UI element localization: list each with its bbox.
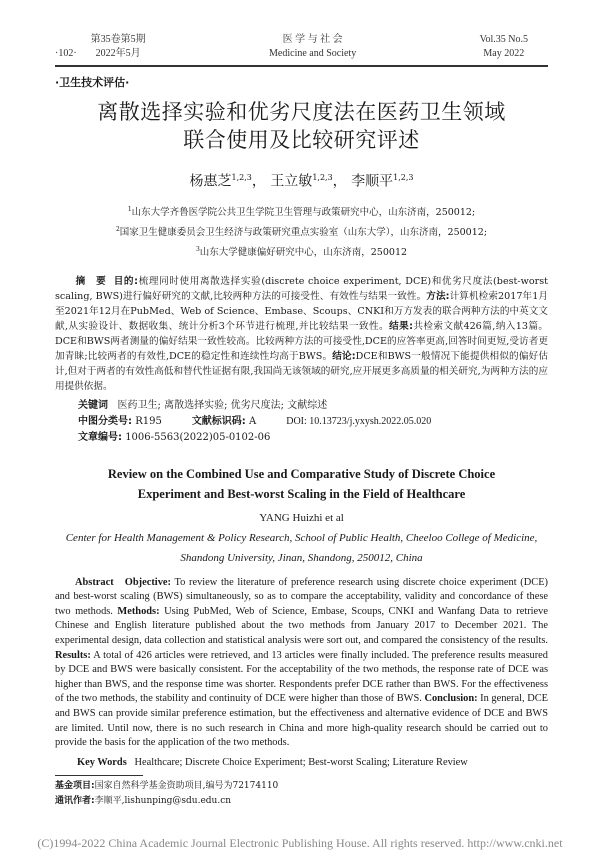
journal-cn: 医 学 与 社 会	[282, 34, 343, 45]
title-en-line-2: Experiment and Best-worst Scaling in the Field of Healthcare	[137, 486, 466, 501]
methods-text: 计算机检索2017年1月至2021年12月在PubMed、Web of Science、Embase、Scoups、CNKI和万方发表的联合两种方法的中英文文献,从实验设计、数据收集、统计分析3个环节进行梳理,并比较结果一致性。	[55, 290, 548, 332]
header-journal	[269, 33, 356, 61]
funding	[55, 779, 548, 794]
affiliation	[55, 241, 548, 261]
abstract-en	[55, 576, 548, 751]
title-en-line-1: Review on the Combined Use and Comparative Study of Discrete Choice	[107, 466, 496, 481]
volume-cn: 第35卷第5期	[90, 34, 146, 45]
author: 王立敏	[270, 173, 313, 190]
header-volume-cn	[91, 33, 146, 61]
doc-code-label: 文献标识码:	[191, 415, 246, 427]
affiliation-en-2: Shandong University, Jinan, Shandong, 250012, China	[180, 551, 423, 564]
page-number: ·102·	[55, 48, 77, 59]
clc	[78, 414, 162, 430]
page-column	[37, 0, 563, 861]
abstract-en-label: Abstract	[75, 576, 114, 588]
volume-en: Vol.35 No.5	[479, 34, 528, 45]
affiliations	[55, 201, 548, 261]
conclusion-en-label: Conclusion:	[424, 693, 478, 705]
doi	[286, 414, 431, 430]
correspondence	[55, 794, 548, 809]
results-label: 结果:	[389, 320, 413, 332]
objective-en-label: Objective:	[124, 576, 171, 588]
funding-text: 国家自然科学基金资助项目,编号为72174110	[94, 780, 279, 791]
title-cn-line-2: 联合使用及比较研究评述	[183, 127, 420, 152]
doi-label: DOI:	[286, 415, 307, 427]
keywords-cn	[78, 398, 548, 414]
keywords-en-label: Key Words	[77, 756, 127, 768]
aff-text: 山东大学健康偏好研究中心，山东济南，250012	[199, 247, 408, 259]
correspondence-text: 李顺平,lishunping@sdu.edu.cn	[94, 795, 232, 806]
keywords-en	[77, 755, 548, 771]
title-cn-line-1: 离散选择实验和优劣尺度法在医药卫生领域	[97, 99, 506, 124]
conclusion-text: DCE和BWS一般情况下能提供相似的偏好估计,但对于两者的有效性高低和替代性证据有限,我国尚无该领域的研究,应开展更多高质量的相关研究,为两种方法的应用提供依据。	[55, 350, 548, 392]
doi-value: 10.13723/j.yxysh.2022.05.020	[309, 415, 432, 427]
classification-row	[78, 414, 548, 430]
sep: ，	[251, 173, 266, 190]
running-header	[55, 33, 548, 61]
aff-sup: 1	[127, 206, 132, 214]
abstract-cn	[55, 274, 548, 394]
aff-sup: 3	[195, 246, 200, 254]
keywords-en-text: Healthcare; Discrete Choice Experiment; Best-worst Scaling; Literature Review	[134, 756, 468, 768]
header-volume-en	[480, 33, 528, 61]
objective-en-text: To review the literature of preference research using discrete choice experiment (DCE) and best-worst scaling (BWS) simultaneously, so as to compare the acceptability, validity and concordance of these two methods.	[55, 576, 549, 617]
results-en-label: Results:	[55, 649, 91, 661]
copyright-notice: (C)1994-2022 China Academic Journal Electronic Publishing House. All rights reserved. http://www.cnki.net	[37, 835, 563, 850]
conclusion-label: 结论:	[332, 350, 356, 362]
results-en-text: A total of 426 articles were retrieved, and 13 articles were finally included. The preference results measured by DCE and BWS were basically consistent. For the acceptability of the two methods, the response rate of DCE was higher than BWS, and the response time was shorter. Respondents prefer DCE rather than BWS. For the effectiveness of the two methods, the stability and continuity of DCE were higher than those of BWS.	[55, 649, 548, 705]
methods-en-label: Methods:	[117, 605, 160, 617]
affiliation	[55, 201, 548, 221]
section-label: ·卫生技术评估·	[55, 75, 130, 89]
clc-label: 中图分类号:	[78, 415, 132, 427]
journal-en: Medicine and Society	[269, 48, 357, 59]
abstract-label: 摘 要	[75, 275, 107, 287]
aff-text: 国家卫生健康委员会卫生经济与政策研究重点实验室（山东大学），山东济南，250012;	[119, 227, 488, 239]
author: 李顺平	[351, 173, 394, 190]
author-sup: 1,2,3	[312, 172, 333, 182]
funding-label: 基金项目:	[55, 780, 95, 791]
footnote-rule	[55, 775, 143, 776]
author-sup: 1,2,3	[393, 172, 414, 182]
author: 杨惠芝	[189, 173, 232, 190]
date-en: May 2022	[483, 48, 525, 59]
methods-en-text: Using PubMed, Web of Science, Embase, Scoups, CNKI and Wanfang Data to retrieve Chinese and English literature published about the two methods from January 2017 to December 2021. The experimental design, data collection and statistical analysis were sort out, and compared the consistency of the results.	[55, 605, 548, 646]
doc-code	[192, 414, 256, 430]
aff-text: 山东大学齐鲁医学院公共卫生学院卫生管理与政策研究中心，山东济南，250012;	[131, 207, 476, 219]
date-cn: 2022年5月	[95, 48, 141, 59]
article-no-value: 1006-5563(2022)05-0102-06	[125, 431, 271, 443]
conclusion-en-text: In general, DCE and BWS can provide similar preference estimation, but the effectiveness and alternative evidence of DCE and BWS are limited. Until now, there is no such research in China and more high-quality research should be carried out to provide the basis for the application of the two methods.	[55, 693, 548, 749]
author-sup: 1,2,3	[231, 172, 252, 182]
keywords-label: 关键词	[78, 399, 108, 411]
doc-code-value: A	[249, 415, 257, 427]
header-rule	[55, 65, 548, 67]
objective-text: 梳理同时使用离散选择实验(discrete choice experiment, DCE)和优劣尺度法(best-worst scaling, BWS)进行偏好研究的文献,比较两种方法的可接受性、有效性与结果一致性。	[55, 275, 548, 302]
keywords-text: 医药卫生; 离散选择实验; 优劣尺度法; 文献综述	[117, 399, 328, 411]
authors	[55, 168, 548, 192]
affiliation-en-1: Center for Health Management & Policy Research, School of Public Health, Cheeloo College of Medicine,	[65, 531, 538, 544]
methods-label: 方法:	[426, 290, 450, 302]
clc-value: R195	[135, 415, 162, 427]
objective-label: 目的:	[113, 275, 138, 287]
correspondence-label: 通讯作者:	[55, 795, 95, 806]
article-number	[78, 430, 548, 446]
sep: ，	[332, 173, 347, 190]
header-left	[55, 33, 146, 61]
author-en: YANG Huizhi et al	[259, 511, 344, 524]
article-no-label: 文章编号:	[78, 431, 122, 443]
results-text: 共检索文献426篇,纳入13篇。DCE和BWS两者测量的偏好结果一致性较高。比较两种方法的可接受性,DCE的应答率更高,回答时间更短,受访者更加青睐;比较两者的有效性,DCE的稳定性和连续性均高于BWS。	[55, 320, 548, 362]
aff-sup: 2	[115, 226, 120, 234]
affiliation	[55, 221, 548, 241]
